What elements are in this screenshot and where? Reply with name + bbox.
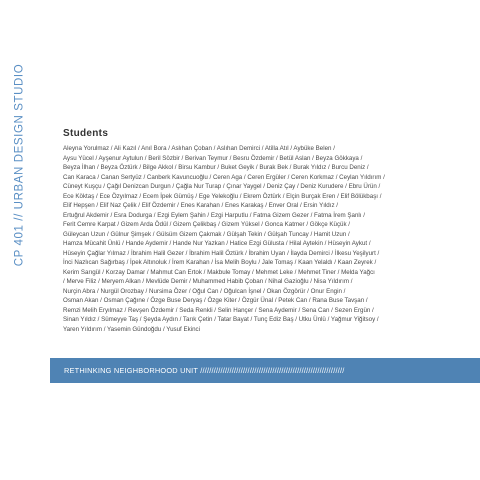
student-line: Ferit Cemre Karpat / Gizem Arda Ödül / Gizem Çelikbaş / Gizem Yüksel / Gonca Katmer / Gökçe Küçük /: [63, 221, 351, 228]
student-line: Ertuğrul Akdemir / Esra Dodurga / Ezgi Eylem Şahin / Ezgi Harputlu / Fatma Gizem Gezer / Fatma İrem Şanlı /: [63, 211, 365, 219]
student-line: Beyza İlhan / Beyza Öztürk / Bilge Akkol / Birsu Kambur / Buket Geyik / Burak Bek / Burak Yıldız / Burcu Deniz /: [63, 164, 369, 171]
student-line: Cüneyt Kuşçu / Çağıl Denizcan Durgun / Çağla Nur Turap / Çınar Yaygel / Deniz Çay / Deniz Kurudere / Ebru Ürün /: [63, 183, 381, 190]
project-title-band: [50, 358, 480, 383]
students-heading: Students: [63, 128, 109, 139]
student-line: Osman Akan / Osman Çağıne / Özge Buse Deryaş / Özge Kiter / Özgür Ünal / Petek Can / Rana Buse Tavşan /: [63, 297, 368, 304]
project-title: RETHINKING NEIGHBORHOOD UNIT ////////////////////////////////////////////////////////////////: [64, 366, 345, 375]
course-title: CP 401 // URBAN DESIGN STUDIO: [13, 63, 26, 267]
student-line: Kerim Sarıgül / Korzay Damar / Mahmut Can Ertok / Makbule Tomay / Mehmet Leke / Mehmet Tiner / Melda Yağcı: [63, 268, 375, 276]
student-line: Sinan Yıldız / Sümeyye Taş / Şeyda Aydın / Tarık Çetin / Tatar Bayat / Tunç Ediz Baş / Utku Ünlü / Yağmur Yiğitsoy /: [63, 316, 379, 323]
student-line: Hüseyin Çağlar Yılmaz / İbrahim Halil Gezer / İbrahim Halil Öztürk / İbrahim Uyan / İlayda Demirci / İlkesu Yeşilyurt /: [63, 249, 380, 257]
student-line: Nurçin Abra / Nurgül Orozbay / Nursima Özer / Oğul Can / Oğulcan İşnel / Okan Özgörür / Onur Engin /: [63, 287, 346, 295]
student-line: Yaren Yıldırım / Yasemin Gündoğdu / Yusuf Ekinci: [63, 325, 201, 333]
student-line: Can Karaca / Canan Sertyüz / Canberk Kavuncuoğlu / Ceren Aga / Ceren Ergüler / Ceren Korkmaz / Ceylan Yıldırım /: [63, 173, 385, 181]
students-list: [63, 144, 463, 334]
student-line: Aleyna Yorulmaz / Ali Kazıl / Anıl Bora / Aslıhan Çoban / Aslıhan Demirci / Atilla Atıl / Aybüke Belen /: [63, 145, 335, 152]
side-title-container: [2, 0, 36, 330]
student-line: Aysu Yücel / Ayşenur Aytulun / Beril Sözbir / Berivan Teymur / Besru Özdemir / Betül Aslan / Beyza Gökkaya /: [63, 154, 363, 162]
students-section: [63, 128, 463, 334]
student-line: Ece Köktaş / Ece Özyılmaz / Ecem İpek Gümüş / Ege Yelekoğlu / Ekrem Öztürk / Elçin Burçak Eren / Elif Bölükbaşı /: [63, 192, 382, 200]
student-line: İnci Nazlıcan Sağırbaş / İpek Altınoluk / İrem Karahan / İsa Melih Boylu / Jale Tomaş / Kaan Yelaldı / Kaan Zeyrek /: [63, 259, 377, 266]
student-line: Elif Hepşen / Elif Naz Çelik / Elif Özdemir / Enes Karahan / Enes Karakaş / Enver Oral / Ersin Yıldız /: [63, 202, 338, 209]
student-line: Remzi Melih Eryılmaz / Revşen Özdemir / Seda Renkli / Selin Hançer / Sena Aydemir / Sena Can / Sezen Ergün /: [63, 306, 374, 314]
student-line: Hamza Mücahit Ünlü / Hande Aydemir / Hande Nur Yazkan / Hatice Ezgi Gülusta / Hilal Aytekin / Hüseyin Aykut /: [63, 240, 371, 247]
student-line: / Merve Filiz / Meryem Alkan / Mevlüde Demir / Muhammed Habib Çoban / Nihal Gazioğlu / Nisa Yıldırım /: [63, 278, 353, 285]
student-line: Güleycan Uzun / Gülnur Şimşek / Gülsüm Gizem Çakmak / Gülşah Tekin / Gülşah Tuncay / Hamit Uzun /: [63, 230, 350, 238]
